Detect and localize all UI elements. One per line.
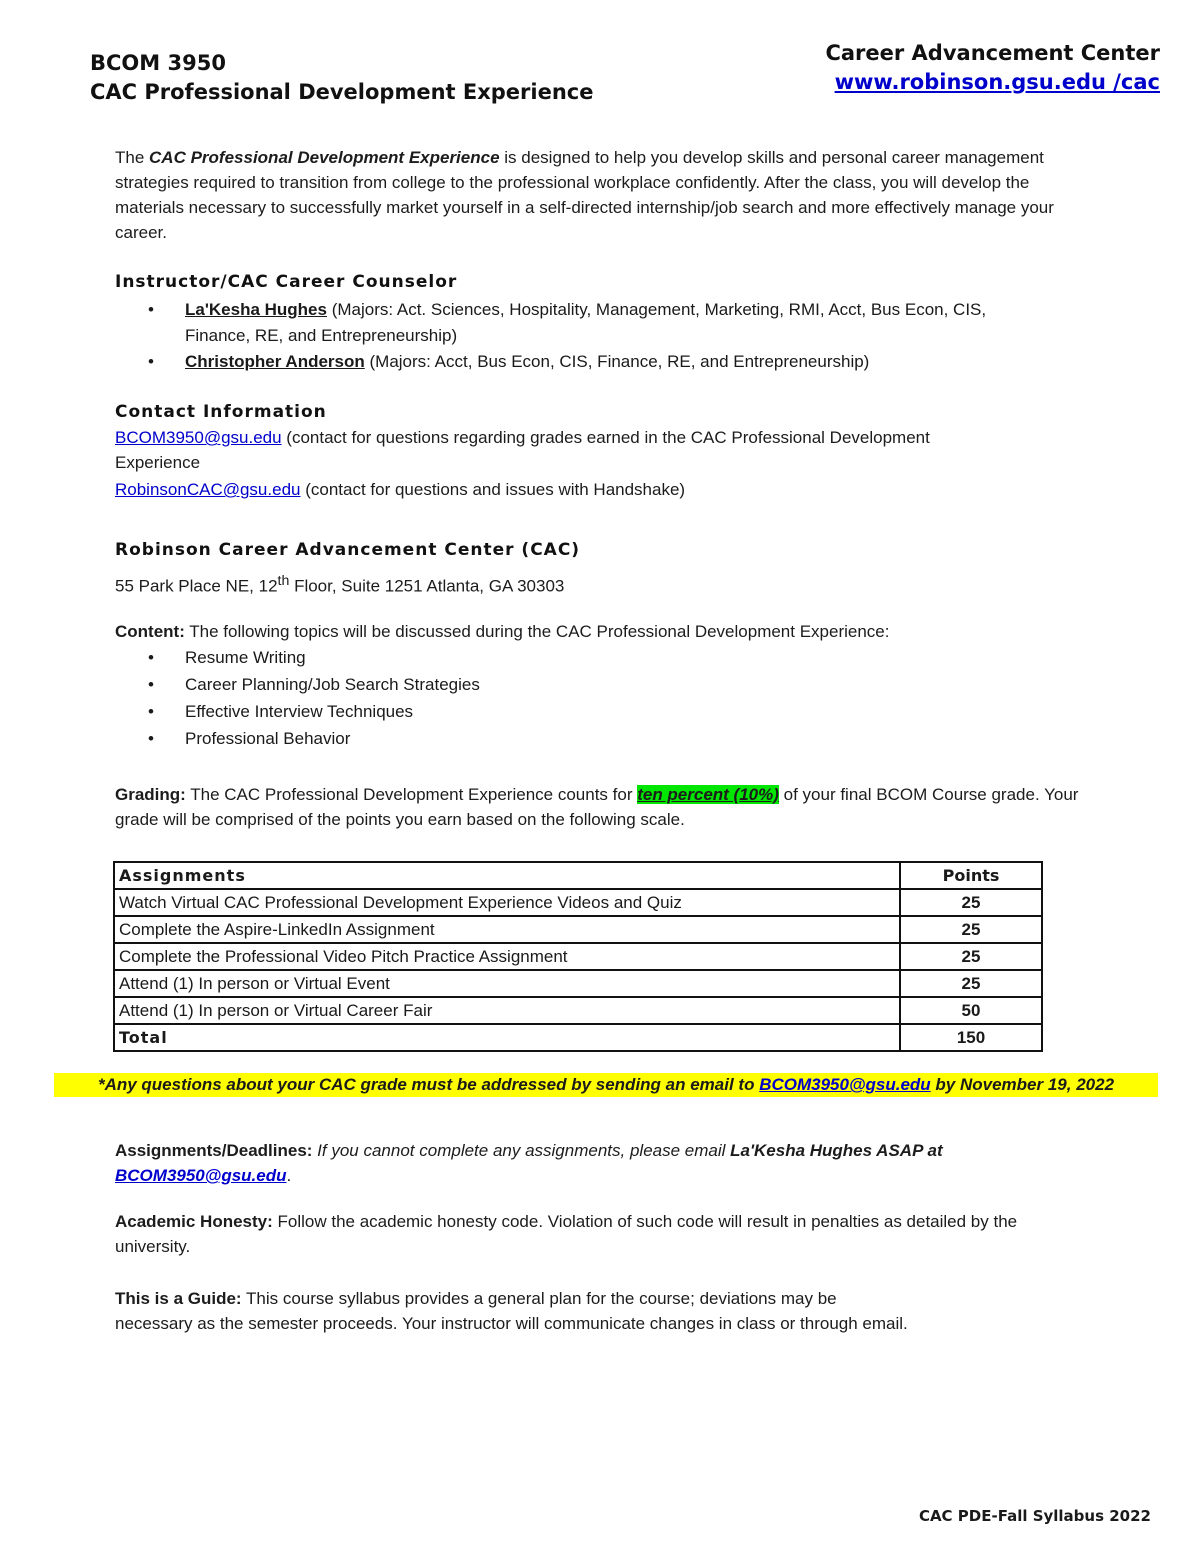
instructor-detail: (Majors: Acct, Bus Econ, CIS, Finance, RE, and Entrepreneurship) (364, 352, 870, 371)
points-cell: 50 (900, 997, 1042, 1024)
center-title: Robinson Career Advancement Center (CAC) (115, 540, 581, 560)
instructor-name: La'Kesha Hughes (185, 300, 327, 319)
topic-label: Professional Behavior (185, 729, 351, 748)
course-code: BCOM 3950 (90, 51, 226, 75)
instructors-title: Instructor/CAC Career Counselor (115, 272, 458, 292)
notice-email-link[interactable]: BCOM3950@gsu.edu (759, 1075, 931, 1094)
bullet-icon: • (148, 702, 154, 721)
honesty-label: Academic Honesty: (115, 1212, 273, 1231)
total-label: Total (114, 1024, 900, 1051)
grades-email-note: (contact for questions regarding grades earned in the CAC Professional Development Experience (115, 428, 930, 472)
assignment-cell: Complete the Professional Video Pitch Practice Assignment (114, 943, 900, 970)
grading-table (113, 861, 1043, 1052)
grading-text-before: The CAC Professional Development Experience counts for (185, 785, 638, 804)
assignment-cell: Watch Virtual CAC Professional Development Experience Videos and Quiz (114, 889, 900, 916)
notice-before: *Any questions about your CAC grade must be addressed by sending an email to (97, 1075, 760, 1094)
program-name: CAC Professional Development Experience (149, 148, 500, 167)
bullet-icon: • (148, 300, 154, 319)
points-cell: 25 (900, 889, 1042, 916)
header-points: Points (900, 862, 1042, 889)
deadlines-bold-text: La'Kesha Hughes ASAP at (730, 1141, 943, 1160)
total-points: 150 (900, 1024, 1042, 1051)
points-cell: 25 (900, 943, 1042, 970)
grading-highlight: ten percent (10%) (637, 785, 779, 804)
table-header-row (114, 862, 1042, 889)
content-text: The following topics will be discussed during the CAC Professional Development Experience: (184, 622, 890, 641)
deadlines-email-link[interactable]: BCOM3950@gsu.edu (115, 1166, 287, 1185)
header-assignments: Assignments (114, 862, 900, 889)
notice-after: by November 19, 2022 (930, 1075, 1115, 1094)
center-address (115, 569, 564, 599)
instructor-item (115, 297, 1055, 349)
points-cell: 25 (900, 916, 1042, 943)
intro-lead: The (115, 148, 150, 167)
intro-rest: is designed to help you develop skills and personal career management strategies required to transition from college to the professional workplace confidently. After the class, you will develop the materials necessary to successfully market yourself in a self-directed internship/job search and more effectively manage your career. (115, 148, 1054, 242)
deadlines-tail: . (286, 1166, 292, 1185)
assignment-cell: Complete the Aspire-LinkedIn Assignment (114, 916, 900, 943)
contact-title: Contact Information (115, 402, 327, 422)
bullet-icon: • (148, 352, 154, 371)
org-url-link[interactable]: www.robinson.gsu.edu /cac (834, 70, 1160, 94)
guide-text: This course syllabus provides a general plan for the course; deviations may be necessary as the semester proceeds. Your instructor will communicate changes in class or through email. (115, 1289, 908, 1333)
table-row (114, 997, 1042, 1024)
instructor-item (115, 349, 1055, 375)
instructor-detail: (Majors: Act. Sciences, Hospitality, Management, Marketing, RMI, Acct, Bus Econ, CIS, Finance, RE, and Entrepreneurship) (185, 300, 987, 345)
contact-block (115, 425, 1015, 502)
topic-item (115, 645, 1015, 671)
guide-paragraph (115, 1286, 915, 1336)
instructor-name: Christopher Anderson (185, 352, 365, 371)
grading-text-after: of your final BCOM Course grade. Your grade will be comprised of the points you earn based on the following scale. (115, 785, 1079, 829)
org-name: Career Advancement Center (825, 41, 1160, 65)
grades-email-link[interactable]: BCOM3950@gsu.edu (115, 428, 282, 447)
bullet-icon: • (148, 675, 154, 694)
address-post: Floor, Suite 1251 Atlanta, GA 30303 (289, 576, 565, 596)
topic-label: Career Planning/Job Search Strategies (185, 675, 480, 694)
instructor-list (115, 297, 1055, 375)
course-header (90, 49, 594, 107)
table-row (114, 889, 1042, 916)
table-row (114, 916, 1042, 943)
deadlines-label: Assignments/Deadlines: (115, 1141, 313, 1160)
points-cell: 25 (900, 970, 1042, 997)
topic-label: Effective Interview Techniques (185, 702, 414, 721)
topic-item (115, 672, 1015, 698)
content-intro (115, 619, 1075, 644)
guide-label: This is a Guide: (115, 1289, 242, 1308)
topic-list (115, 645, 1015, 752)
topic-label: Resume Writing (185, 648, 306, 667)
address-sup: th (277, 573, 290, 589)
deadlines-text: If you cannot complete any assignments, please email (312, 1141, 731, 1160)
table-total-row (114, 1024, 1042, 1051)
grade-question-notice (54, 1073, 1158, 1097)
grading-paragraph (115, 782, 1090, 832)
intro-paragraph (115, 145, 1075, 245)
bullet-icon: • (148, 648, 154, 667)
table-row (114, 943, 1042, 970)
topic-item (115, 699, 1015, 725)
bullet-icon: • (148, 729, 154, 748)
grading-label: Grading: (115, 785, 186, 804)
footer-label: CAC PDE-Fall Syllabus 2022 (918, 1507, 1151, 1525)
handshake-email-link[interactable]: RobinsonCAC@gsu.edu (115, 480, 301, 499)
honesty-text: Follow the academic honesty code. Violation of such code will result in penalties as detailed by the university. (115, 1212, 1018, 1256)
org-header (825, 39, 1160, 97)
assignment-cell: Attend (1) In person or Virtual Event (114, 970, 900, 997)
honesty-paragraph (115, 1209, 1090, 1259)
assignment-cell: Attend (1) In person or Virtual Career Fair (114, 997, 900, 1024)
handshake-email-note: (contact for questions and issues with Handshake) (300, 480, 686, 499)
table-row (114, 970, 1042, 997)
address-pre: 55 Park Place NE, 12 (115, 576, 278, 596)
course-title: CAC Professional Development Experience (90, 80, 594, 104)
content-label: Content: (115, 622, 185, 641)
topic-item (115, 726, 1015, 752)
deadlines-paragraph (115, 1138, 1075, 1188)
